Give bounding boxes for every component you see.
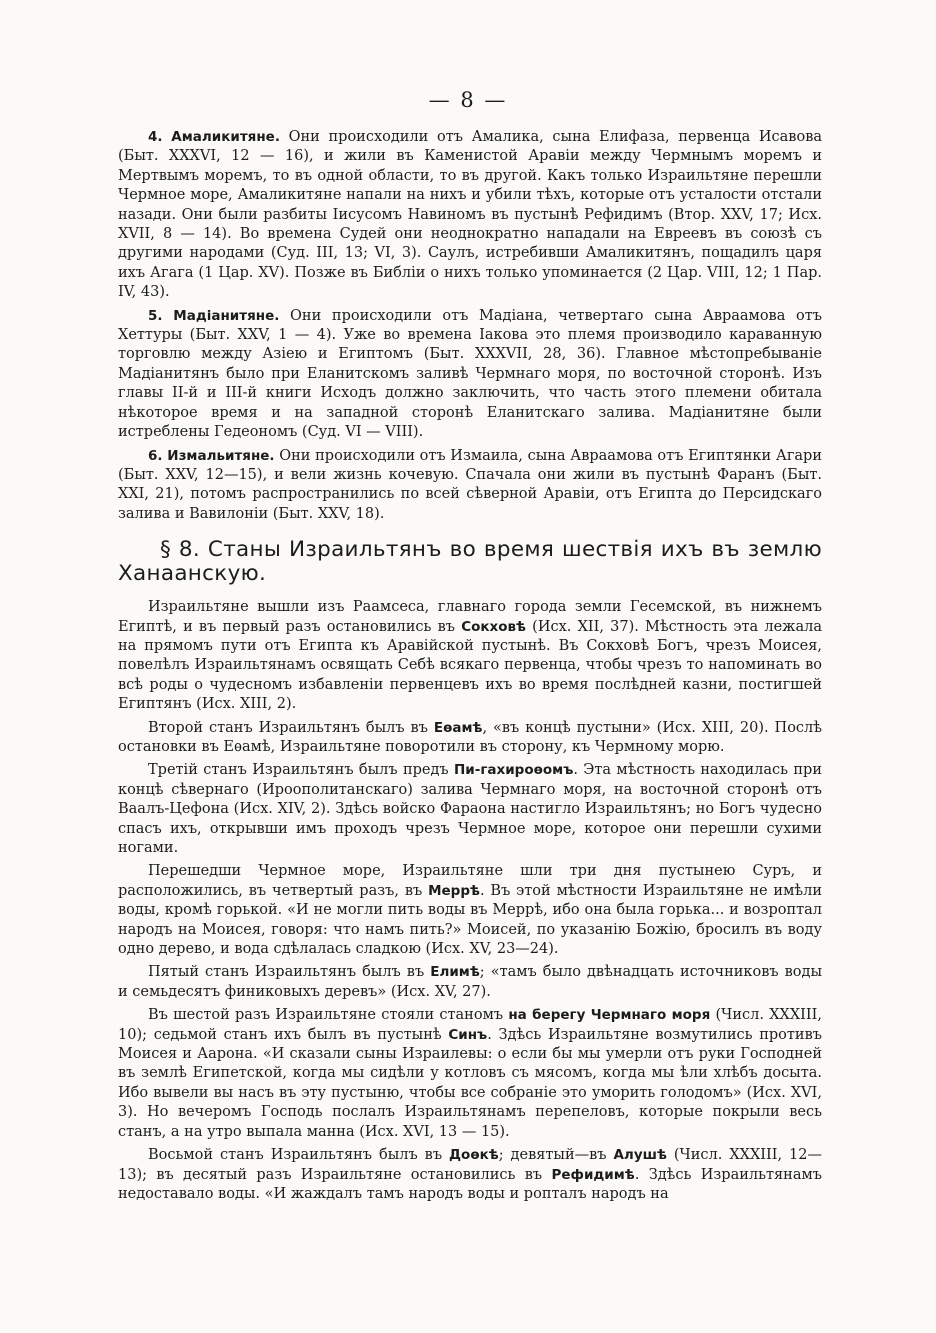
- text-run: . Эта мѣстность находилась при концѣ сѣвернаго (Ироополитанскаго) залива Чермнаго моря, на восточной сторонѣ отъ Ваалъ-Цефона (Исх. XIV, 2). Здѣсь войско Фараона настигло Израильтянъ; но Богъ чудесно спасъ ихъ, открывши имъ проходъ чрезъ Чермное море, которое они перешли сухими ногами.: [118, 762, 822, 856]
- paragraph-camp-1: [118, 598, 822, 714]
- text-run: Третій станъ Израильтянъ былъ предъ: [148, 762, 454, 779]
- place-name: на берегу Чермнаго моря: [508, 1007, 711, 1024]
- place-name: Доѳкѣ: [449, 1147, 499, 1164]
- place-name: Елимѣ: [430, 964, 480, 981]
- paragraph-camp-7: [118, 1146, 822, 1204]
- text-run: ; «тамъ было двѣнадцать источниковъ воды и семьдесятъ финиковыхъ деревъ» (Исх. XV, 27).: [118, 964, 822, 1000]
- paragraph-amalekites: [118, 128, 822, 303]
- tribe-heading: 6. Измальитяне.: [148, 447, 275, 464]
- text-run: . Здѣсь Израильтянамъ недоставало воды. «И жаждалъ тамъ народъ воды и ропталъ народъ на: [118, 1166, 822, 1202]
- text-run: Пятый станъ Израильтянъ былъ въ: [148, 964, 431, 981]
- tribe-heading: 5. Мадіанитяне.: [148, 307, 280, 324]
- text-run: Въ шестой разъ Израильтяне стояли станомъ: [148, 1007, 509, 1024]
- text-run: (Числ. XXXIII, 10); седьмой станъ ихъ былъ въ пустынѣ: [118, 1007, 822, 1043]
- place-name: Сокховѣ: [461, 618, 526, 635]
- section-heading: § 8. Станы Израильтянъ во время шествія ихъ въ землю Ханаанскую.: [118, 537, 822, 587]
- place-name: Меррѣ: [428, 882, 480, 899]
- tribe-heading: 4. Амаликитяне.: [148, 129, 280, 145]
- paragraph-camp-6: [118, 1006, 822, 1142]
- paragraph-text: Они происходили отъ Мадіана, четвертаго сына Авраамова отъ Хеттуры (Быт. XXV, 1 — 4). Уже во времена Іакова это племя производило караванную торговлю между Азіею и Египтомъ (Быт. XXXVII, 28, 36). Главное мѣстопребываніе Мадіанитянъ было при Еланитскомъ заливѣ Чермнаго моря, по восточной сторонѣ. Изъ главы II-й и III-й книги Исходъ должно заключить, что часть этого племени обитала нѣкоторое время и на западной сторонѣ Еланитскаго залива. Мадіанитяне были истреблены Гедеономъ (Суд. VI — VIII).: [118, 307, 823, 441]
- place-name: Пи-гахироѳомъ: [453, 762, 574, 779]
- text-run: (Числ. XXXIII, 12—13); въ десятый разъ Израильтяне остановились въ: [118, 1147, 823, 1183]
- paragraph-camp-4: [118, 862, 822, 959]
- paragraph-text: Они происходили отъ Измаила, сына Авраамова отъ Египтянки Агари (Быт. XXV, 12—15), и вели жизнь кочевую. Спачала они жили въ пустынѣ Фаранъ (Быт. XXI, 21), потомъ распространились по всей сѣверной Аравіи, отъ Египта до Персидскаго залива и Вавилоніи (Быт. XXV, 18).: [118, 447, 823, 522]
- paragraph-text: Они происходили отъ Амалика, сына Елифаза, первенца Исавова (Быт. XXXVI, 12 — 16), и жили въ Каменистой Аравіи между Чермнымъ моремъ и Мертвымъ моремъ, то въ одной области, то въ другой. Какъ только Израильтяне перешли Чермное море, Амаликитяне напали на нихъ и убили тѣхъ, которые отъ усталости отстали назади. Они были разбиты Іисусомъ Навиномъ въ пустынѣ Рефидимъ (Втор. XXV, 17; Исх. XVII, 8 — 14). Во времена Судей они неоднократно нападали на Евреевъ въ союзѣ съ другими народами (Суд. III, 13; VI, 3). Саулъ, истребивши Амаликитянъ, пощадилъ царя ихъ Агага (1 Цар. XV). Позже въ Библіи о нихъ только упоминается (2 Цар. VIII, 12; 1 Пар. IV, 43).: [118, 129, 823, 301]
- page-number: — 8 —: [428, 88, 508, 112]
- page-body: [118, 128, 822, 1208]
- text-run: . Здѣсь Израильтяне возмутились противъ Моисея и Аарона. «И сказали сыны Израилевы: о если бы мы умерли отъ руки Господней въ землѣ Египетской, когда мы сидѣли у котловъ съ мясомъ, когда мы ѣли хлѣбъ досыта. Ибо вывели вы насъ въ эту пустыню, чтобы все собраніе это уморить голодомъ» (Исх. XVI, 3). Но вечеромъ Господь послалъ Израильтянамъ перепеловъ, которые покрыли весь станъ, а на утро выпала манна (Исх. XVI, 13 — 15).: [118, 1026, 822, 1140]
- paragraph-midianites: [118, 307, 822, 443]
- text-run: . Въ этой мѣстности Израильтяне не имѣли воды, кромѣ горькой. «И не могли пить воды въ Меррѣ, ибо она была горька... и возроптал народъ на Моисея, говоря: что намъ пить?» Моисей, по указанію Божію, бросилъ въ воду одно дерево, и вода сдѣлалась сладкою (Исх. XV, 23—24).: [118, 882, 822, 958]
- text-run: (Исх. XII, 37). Мѣстность эта лежала на прямомъ пути отъ Египта къ Аравійской пустынѣ. Въ Сокховѣ Богъ, чрезъ Моисея, повелѣлъ Израильтянамъ освящать Себѣ всякаго первенца, чтобы чрезъ то напоминать во всѣ роды о чудесномъ избавленіи первенцевъ ихъ во время послѣдней казни, постигшей Египтянъ (Исх. XIII, 2).: [118, 618, 822, 713]
- text-run: ; девятый—въ: [498, 1147, 614, 1164]
- text-run: , «въ концѣ пустыни» (Исх. XIII, 20). Послѣ остановки въ Еѳамѣ, Израильтяне поворотили въ сторону, къ Чермному морю.: [118, 719, 822, 755]
- text-run: Восьмой станъ Израильтянъ былъ въ: [148, 1147, 450, 1164]
- place-name: Рефидимѣ: [551, 1166, 635, 1183]
- paragraph-camp-3: [118, 761, 822, 858]
- text-run: Второй станъ Израильтянъ былъ въ: [148, 719, 434, 736]
- place-name: Синъ: [448, 1026, 488, 1043]
- paragraph-camp-2: [118, 719, 822, 758]
- paragraph-camp-5: [118, 963, 822, 1002]
- text-run: Израильтяне вышли изъ Раамсеса, главнаго города земли Гесемской, въ нижнемъ Египтѣ, и въ первый разъ остановились въ: [118, 599, 822, 635]
- paragraph-ishmaelites: [118, 447, 822, 525]
- place-name: Еѳамѣ: [433, 719, 483, 736]
- place-name: Алушѣ: [613, 1147, 667, 1164]
- text-run: Перешедши Чермное море, Израильтяне шли три дня пустынею Суръ, и расположились, въ четвертый разъ, въ: [118, 863, 822, 899]
